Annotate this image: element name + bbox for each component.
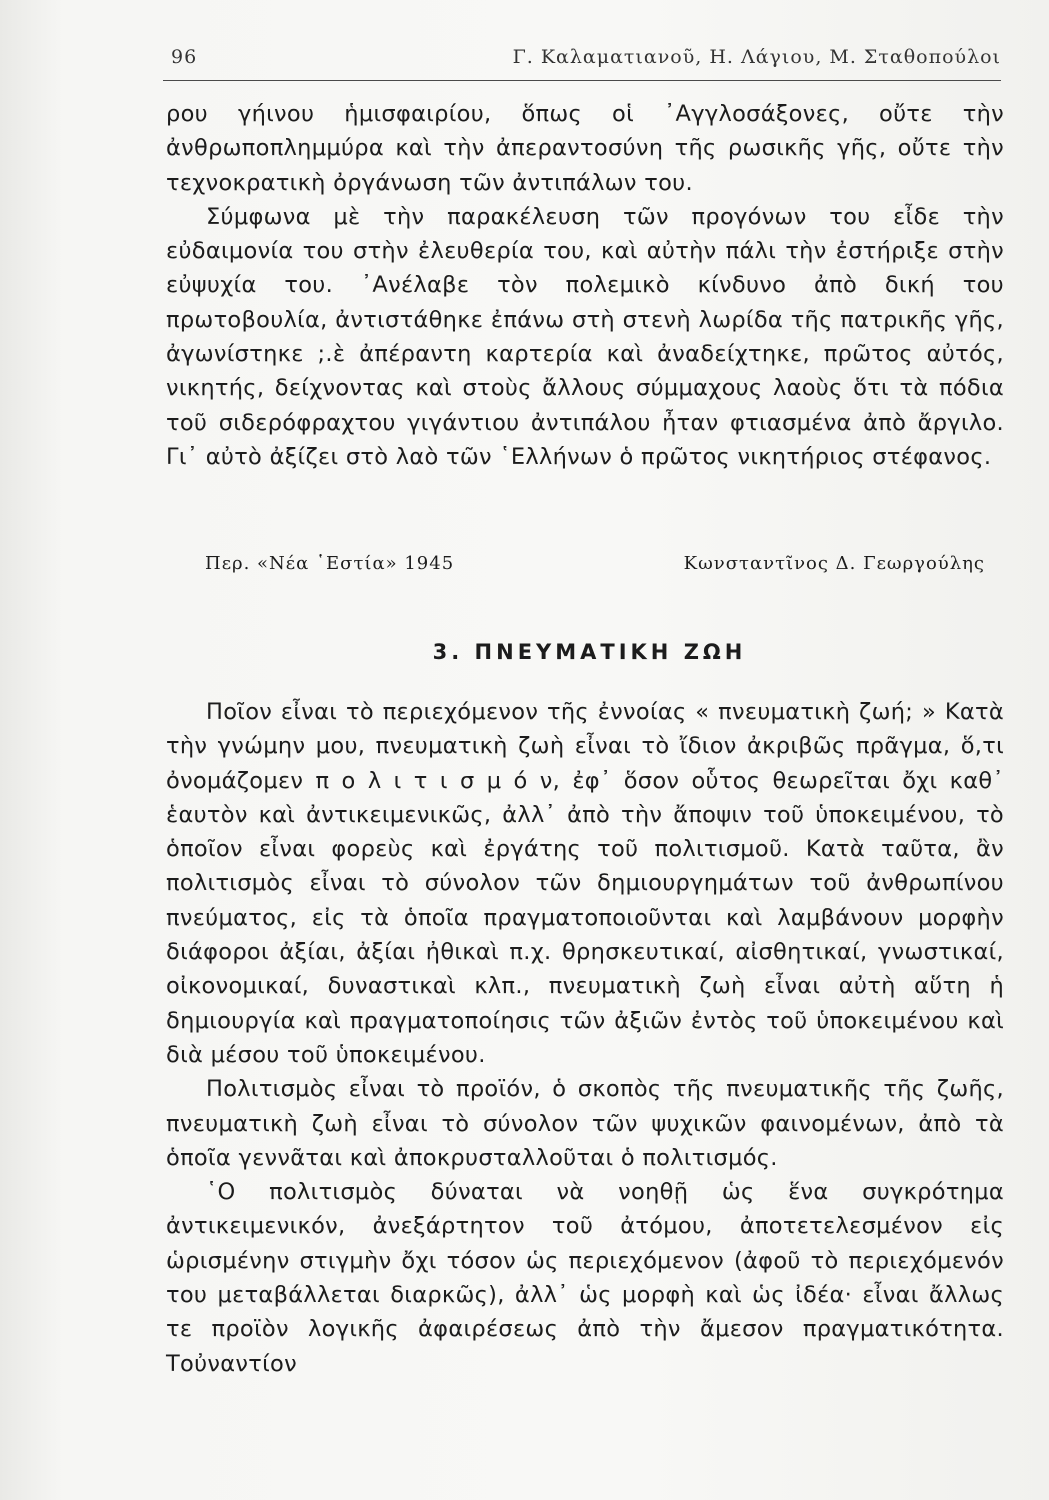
- source-citation: Περ. «Νέα ῾Εστία» 1945: [205, 553, 455, 574]
- section-heading: 3. ΠΝΕΥΜΑΤΙΚΗ ΖΩΗ: [432, 640, 747, 664]
- section-paragraph-2: Πολιτισμὸς εἶναι τὸ προϊόν, ὁ σκοπὸς τῆς πνευματικῆς τῆς ζωῆς, πνευματικὴ ζωὴ εἶναι τὸ σύνολον τῶν ψυχικῶν φαινομένων, ἀπὸ τὰ ὁποῖα γεννᾶται καὶ ἀποκρυσταλλοῦται ὁ πολιτισμός.: [166, 1076, 1004, 1171]
- section-paragraph-1: Ποῖον εἶναι τὸ περιεχόμενον τῆς ἐννοίας « πνευματικὴ ζωή; » Κατὰ τὴν γνώμην μου, πνευματικὴ ζωὴ εἶναι τὸ ἴδιον ἀκριβῶς πρᾶγμα, ὅ,τι ὀνομάζομεν π ο λ ι τ ι σ μ ό ν, ἐφ᾿ ὅσον οὗτος θεωρεῖται ὄχι καθ᾿ ἑαυτὸν καὶ ἀντικειμενικῶς, ἀλλ᾿ ἀπὸ τὴν ἄποψιν τοῦ ὑποκειμένου, τὸ ὁποῖον εἶναι φορεὺς καὶ ἐργάτης τοῦ πολιτισμοῦ. Κατὰ ταῦτα, ἂν πολιτισμὸς εἶναι τὸ σύνολον τῶν δημιουργημάτων τοῦ ἀνθρωπίνου πνεύματος, εἰς τὰ ὁποῖα πραγματοποιοῦνται καὶ λαμβάνουν μορφὴν διάφοροι ἀξίαι, ἀξίαι ἠθικαὶ π.χ. θρησκευτικαί, αἰσθητικαί, γνωστικαί, οἰκονομικαί, δυναστικαὶ κλπ., πνευματικὴ ζωὴ εἶναι αὐτὴ αὕτη ἡ δημιουργία καὶ πραγματοποίησις τῶν ἀξιῶν ἐντὸς τοῦ ὑποκειμένου καὶ διὰ μέσου τοῦ ὑποκειμένου.: [166, 699, 1004, 1068]
- section-body: [166, 695, 1004, 1381]
- passage-1: [166, 97, 1004, 474]
- source-attribution: [205, 553, 985, 583]
- paragraph-1: ρου γήινου ἡμισφαιρίου, ὅπως οἱ ᾿Αγγλοσάξονες, οὔτε τὴν ἀνθρωποπλημμύρα καὶ τὴν ἀπεραντοσύνη τῆς ρωσικῆς γῆς, οὔτε τὴν τεχνοκρατικὴ ὀργάνωση τῶν ἀντιπάλων του.: [166, 101, 1004, 196]
- section-paragraph-3: ῾Ο πολιτισμὸς δύναται νὰ νοηθῇ ὡς ἕνα συγκρότημα ἀντικειμενικόν, ἀνεξάρτητον τοῦ ἀτόμου, ἀποτετελεσμένον εἰς ὡρισμένην στιγμὴν ὄχι τόσον ὡς περιεχόμενον (ἀφοῦ τὸ περιεχόμενόν του μεταβάλλεται διαρκῶς), ἀλλ᾿ ὡς μορφὴ καὶ ὡς ἰδέα· εἶναι ἄλλως τε προϊὸν λογικῆς ἀφαιρέσεως ἀπὸ τὴν ἄμεσον πραγματικότητα. Τοὐναντίον: [166, 1179, 1004, 1377]
- page-number: 96: [171, 46, 198, 68]
- paragraph-2: Σύμφωνα μὲ τὴν παρακέλευση τῶν προγόνων του εἶδε τὴν εὐδαιμονία του στὴν ἐλευθερία του, καὶ αὐτὴν πάλι τὴν ἐστήριξε στὴν εὐψυχία του. ᾿Ανέλαβε τὸν πολεμικὸ κίνδυνο ἀπὸ δική του πρωτοβουλία, ἀντιστάθηκε ἐπάνω στὴ στενὴ λωρίδα τῆς πατρικῆς γῆς, ἀγωνίστηκε ;.ὲ ἀπέραντη καρτερία καὶ ἀναδείχτηκε, πρῶτος αὐτός, νικητής, δείχνοντας καὶ στοὺς ἄλλους σύμμαχους λαοὺς ὅτι τὰ πόδια τοῦ σιδερόφραχτου γιγάντιου ἀντιπάλου ἦταν φτιασμένα ἀπὸ ἄργιλο. Γι᾿ αὐτὸ ἀξίζει στὸ λαὸ τῶν ῾Ελλήνων ὁ πρῶτος νικητήριος στέφανος.: [166, 203, 1004, 470]
- running-title: Γ. Καλαματιανοῦ, Η. Λάγιου, Μ. Σταθοπούλοι: [512, 46, 1001, 68]
- source-author: Κωνσταντῖνος Δ. Γεωργούλης: [683, 553, 985, 574]
- running-header: [163, 40, 1001, 81]
